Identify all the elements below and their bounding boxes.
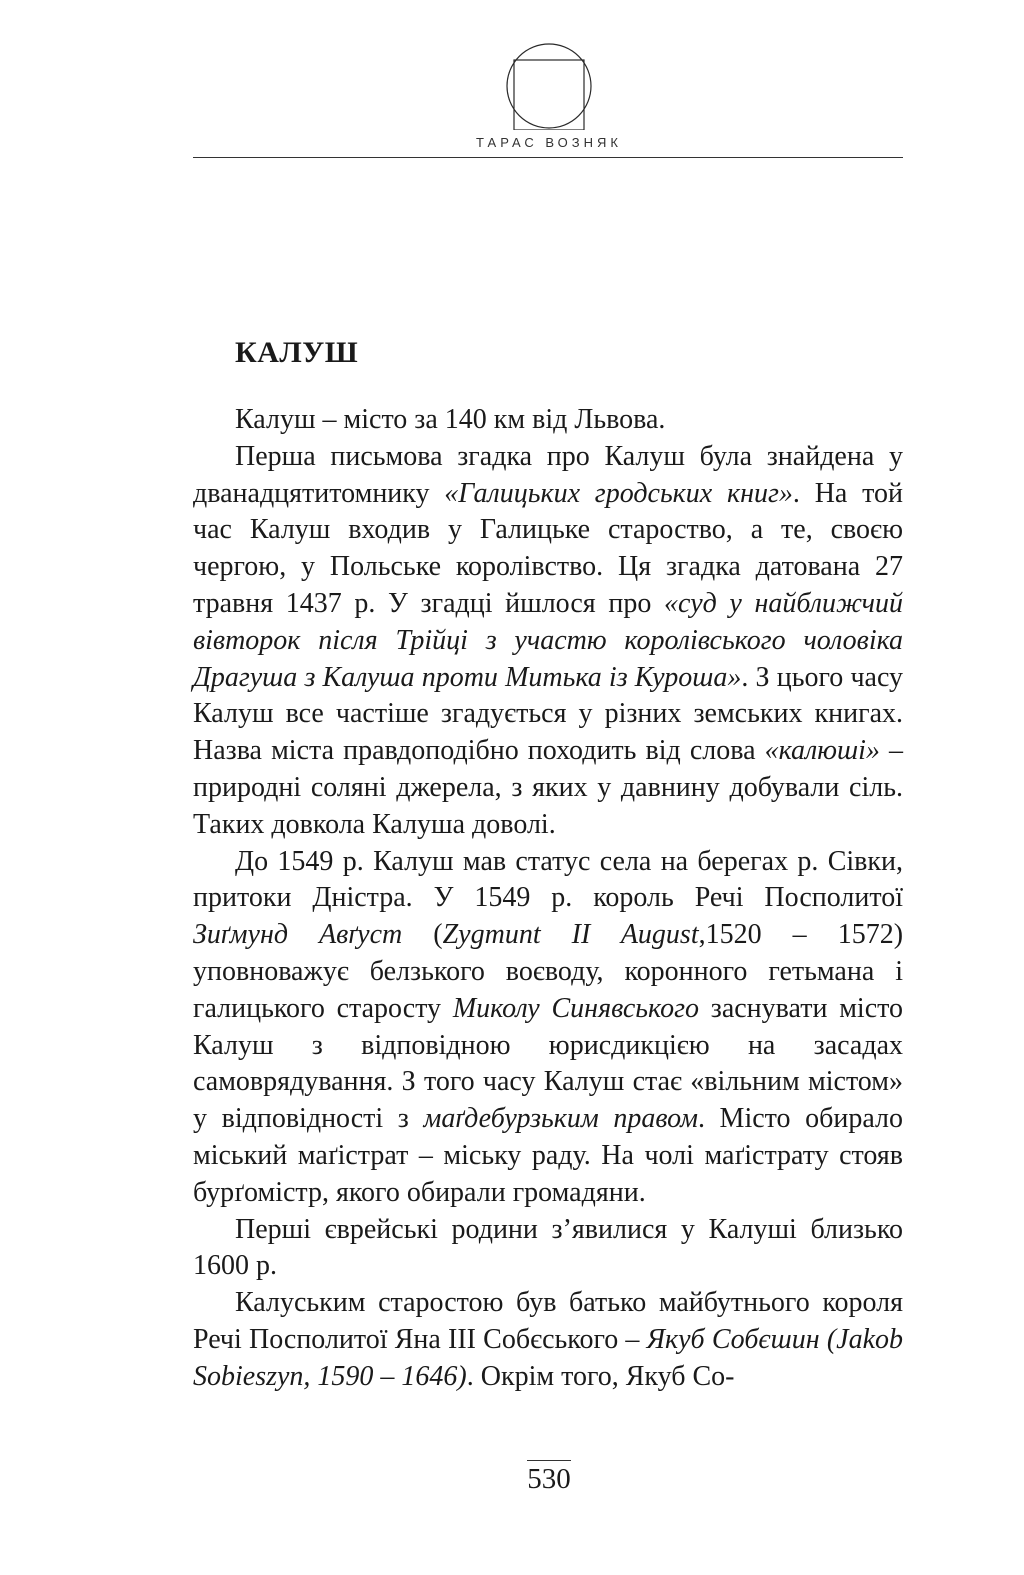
chapter-title: КАЛУШ: [235, 336, 359, 369]
term-italic: маґдебурзьким правом: [423, 1103, 698, 1135]
header-rule: [193, 157, 903, 158]
paragraph-1: Калуш – місто за 140 км від Львова.: [235, 404, 666, 435]
book-title-italic: «Галицьких гродських книг»: [444, 477, 793, 509]
paragraph-5: Калуським старостою був батько майбутнього короля Речі Посполитої Яна III Собєського – Якуб Собєшин (Jakob Sobieszyn, 1590 – 1646). Окрім того, Якуб Со-: [193, 1287, 903, 1392]
body-text: [193, 402, 903, 1396]
name-italic: Зиґмунд Авґуст: [193, 919, 403, 951]
paragraph-2: Перша письмова згадка про Калуш була знайдена у дванадцятитомнику «Галицьких гродських книг». На той час Калуш входив у Галицьке староство, а те, своєю чергою, у Польське королівство. Ця згадка датована 27 травня 1437 р. У згадці йшлося про «суд у найближчий вівторок після Трійці з участю королівського чоловіка Драгуша з Калуша проти Митька із Куроша». З цього часу Калуш все частіше згадується у різних земських книгах. Назва міста правдоподібно походить від слова «калюші» – природні соляні джерела, з яких у давнину добували сіль. Таких довкола Калуша доволі.: [193, 440, 904, 840]
name-italic: Якуб Собєшин (Jakob Sobieszyn, 1590 – 1646): [193, 1323, 903, 1392]
paragraph-3: До 1549 р. Калуш мав статус села на берегах р. Сівки, притоки Дністра. У 1549 р. король Речі Посполитої Зиґмунд Авґуст (Zygmunt II August,1520 – 1572) уповноважує белзького воєводу, коронного гетьмана і галицького старосту Миколу Синявського заснувати місто Калуш з відповідною юрисдикцією на засадах самоврядування. З того часу Калуш стає «вільним містом» у відповідності з маґдебурзьким правом. Місто обирало міський маґістрат – міську раду. На чолі маґістрату стояв бурґомістр, якого обирали громадяни.: [193, 845, 904, 1208]
term-italic: «калюші»: [764, 735, 880, 767]
paragraph-4: Перші єврейські родини з’явилися у Калуші близько 1600 р.: [193, 1213, 903, 1282]
quote-italic: «суд у найближчий вівторок після Трійці з участю королівського чоловіка Драгуша з Калуша проти Митька із Куроша»: [193, 587, 903, 693]
name-italic: Миколу Синявського: [452, 992, 699, 1024]
running-head-author: ТАРАС ВОЗНЯК: [476, 135, 622, 150]
page-number: 530: [0, 1460, 1024, 1496]
circle-square-logo-icon: [505, 42, 593, 130]
latin-name-italic: Zygmunt II August: [442, 919, 699, 951]
